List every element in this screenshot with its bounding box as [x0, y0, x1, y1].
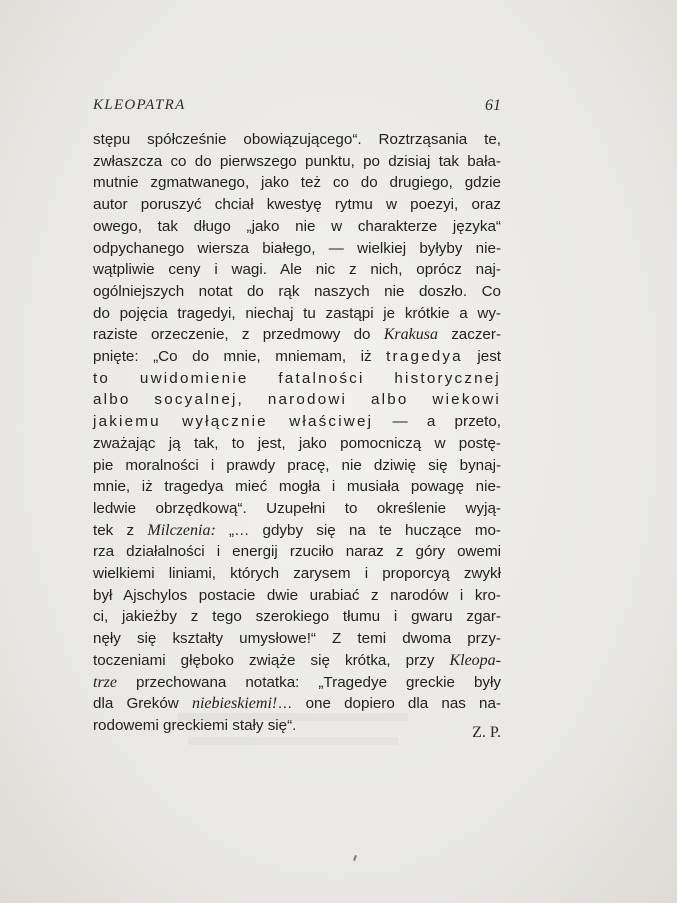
- text-line: mutnie zgmatwanego, jako też co do drugiego, gdzie: [93, 174, 501, 192]
- text-run: pnięte: „Co do mnie, mniemam, iż: [93, 348, 387, 366]
- text-line: rza działalności i energij rzuciło naraz z góry owemi: [93, 543, 501, 561]
- text-run: toczeniami głęboko zwiąże się krótka, przy: [93, 651, 450, 669]
- bleed-through-shadow: [188, 737, 398, 745]
- text-line: [93, 672, 501, 694]
- text-run: dla Greków: [93, 695, 192, 713]
- text-run: jest: [462, 348, 502, 366]
- text-line: ogólniejszych notat do rąk naszych nie doszło. Co: [93, 282, 501, 300]
- bleed-through-shadow: [178, 713, 408, 721]
- text-line: wątpliwie ceny i wagi. Ale nic z nich, oprócz naj-: [93, 261, 501, 279]
- text-run: — a przeto,: [373, 413, 501, 431]
- text-run: przechowana notatka: „Tragedye greckie były: [117, 673, 501, 691]
- italic-title-kleopatra: Kleopa-: [449, 651, 501, 669]
- text-line: rodowemi greckiemi stały się“.: [93, 716, 297, 734]
- text-line: [93, 650, 501, 672]
- text-line: autor poruszyć chciał kwestyę rytmu w poezyi, oraz: [93, 196, 501, 214]
- running-head-title: KLEOPATRA: [93, 97, 186, 113]
- text-line: mnie, iż tragedya mieć mogła i musiała powagę nie-: [93, 478, 501, 496]
- text-line: wielkiemi liniami, których zarysem i proporcyą zwykł: [93, 565, 501, 583]
- spaced-emphasis-line: albo socyalnej, narodowi albo wiekowi: [93, 391, 501, 409]
- text-line: [93, 693, 501, 715]
- spaced-emphasis: jakiemu wyłącznie właściwej: [93, 413, 374, 431]
- text-run: … one dopiero dla nas na-: [277, 695, 501, 713]
- italic-title-milczenia: Milczenia:: [147, 521, 216, 539]
- spaced-emphasis: tragedya: [386, 348, 463, 366]
- italic-title-krakus: Krakusa: [383, 326, 438, 344]
- text-run: tek z: [93, 521, 148, 539]
- text-line: ci, jakieżby z tego szerokiego tłumu i gwaru zgar-: [93, 608, 501, 626]
- text-line: ledwie obrzędkową“. Uzupełni to określenie wyją-: [93, 499, 501, 517]
- text-line: pie moralności i prawdy pracę, nie dziwię się bynaj-: [93, 456, 501, 474]
- italic-emphasis: niebieskiemi!: [191, 695, 278, 713]
- text-line: stępu spółcześnie obowiązującego“. Roztrząsania te,: [93, 131, 501, 148]
- spaced-emphasis-line: to uwidomienie fatalności historycznej: [93, 369, 501, 387]
- text-line: [93, 346, 501, 368]
- text-line: owego, tak długo „jako nie w charakterze języka“: [93, 217, 501, 235]
- text-line: [93, 324, 501, 346]
- body-paragraph: [93, 129, 501, 737]
- page-number: 61: [485, 97, 501, 114]
- paper-speck: [353, 855, 357, 861]
- text-line: był Ajschylos postacie dwie urabiać z narodów i kro-: [93, 586, 501, 604]
- running-head: [93, 97, 501, 119]
- text-run: raziste orzeczenie, z przedmowy do: [93, 326, 384, 344]
- text-line: [93, 411, 501, 433]
- text-run: „… gdyby się na te huczące mo-: [215, 521, 501, 539]
- italic-title-kleopatra: trze: [93, 673, 117, 691]
- text-line: zważając ją tak, to jest, jako pomocniczą w postę-: [93, 434, 501, 452]
- text-line: do pojęcia tragedyi, niechaj tu zastąpi je krótkie a wy-: [93, 304, 501, 322]
- text-run: zaczer-: [437, 326, 501, 344]
- text-line: odpychanego wiersza białego, — wielkiej byłyby nie-: [93, 239, 501, 257]
- text-line: nęły się kształty umysłowe!“ Z temi dwoma przy-: [93, 630, 501, 648]
- author-signature: Z. P.: [472, 724, 501, 741]
- text-line: zwłaszcza co do pierwszego punktu, po dzisiaj tak bała-: [93, 152, 501, 170]
- text-line: [93, 520, 501, 542]
